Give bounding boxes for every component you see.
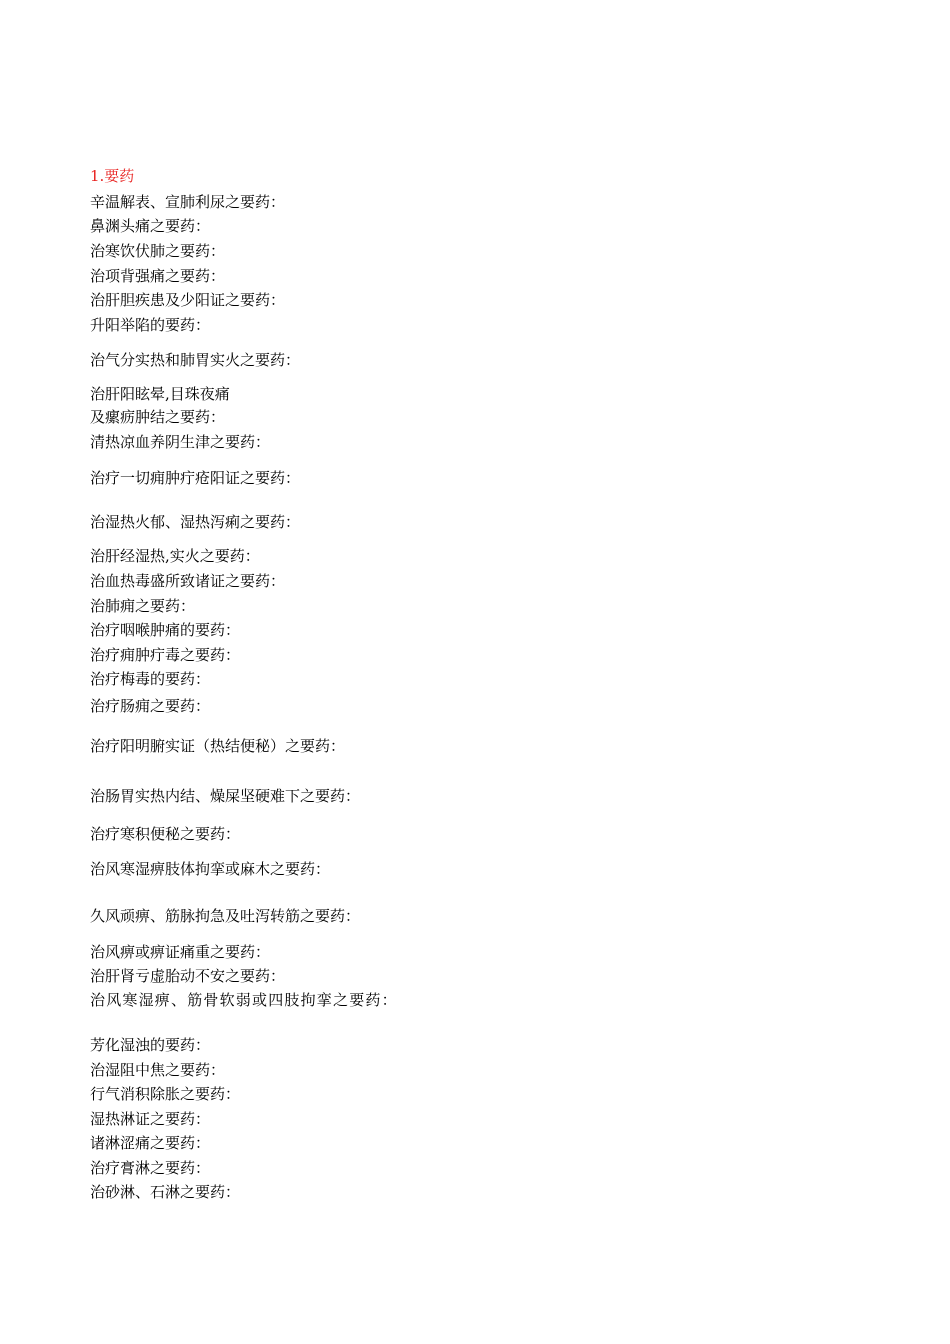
text-line: 清热凉血养阴生津之要药： (90, 433, 271, 451)
text-line: 治肝胆疾患及少阳证之要药： (90, 291, 286, 309)
text-line: 治肝肾亏虚胎动不安之要药： (90, 967, 286, 985)
text-line: 治肝经湿热,实火之要药： (90, 547, 260, 565)
text-line: 湿热淋证之要药： (90, 1110, 211, 1128)
text-line: 升阳举陷的要药： (90, 316, 211, 334)
text-line: 治肠胃实热内结、燥屎坚硬难下之要药： (90, 787, 361, 805)
text-line: 鼻渊头痛之要药： (90, 217, 211, 235)
text-line: 治风痹或痹证痛重之要药： (90, 943, 271, 961)
text-line: 诸淋涩痛之要药： (90, 1134, 211, 1152)
text-line: 及瘰疬肿结之要药： (90, 408, 226, 426)
text-line: 辛温解表、宣肺利尿之要药： (90, 193, 286, 211)
section-heading: 1.要药 (90, 167, 135, 185)
text-line: 治湿热火郁、湿热泻痢之要药： (90, 513, 301, 531)
text-line: 治疗寒积便秘之要药： (90, 825, 241, 843)
text-line: 芳化湿浊的要药： (90, 1036, 211, 1054)
text-line: 治疗痈肿疔毒之要药： (90, 646, 241, 664)
text-line: 治疗一切痈肿疔疮阳证之要药： (90, 469, 301, 487)
text-line: 治肝阳眩晕,目珠夜痛 (90, 385, 230, 403)
text-line: 治疗膏淋之要药： (90, 1159, 211, 1177)
text-line: 治疗梅毒的要药： (90, 670, 211, 688)
text-line: 行气消积除胀之要药： (90, 1085, 241, 1103)
text-line: 治寒饮伏肺之要药： (90, 242, 226, 260)
text-line-wrapped: 治风寒湿痹、筋骨软弱或四肢拘挛之要药： (90, 991, 398, 1009)
text-line: 治砂淋、石淋之要药： (90, 1183, 241, 1201)
text-line: 治疗肠痈之要药： (90, 697, 211, 715)
text-line: 治气分实热和肺胃实火之要药： (90, 351, 301, 369)
text-line: 治项背强痛之要药： (90, 267, 226, 285)
text-line: 久风顽痹、筋脉拘急及吐泻转筋之要药： (90, 907, 361, 925)
text-line: 治疗阳明腑实证（热结便秘）之要药： (90, 737, 346, 755)
text-line: 治疗咽喉肿痛的要药： (90, 621, 241, 639)
text-line: 治湿阻中焦之要药： (90, 1061, 226, 1079)
text-line: 治风寒湿痹肢体拘挛或麻木之要药： (90, 860, 331, 878)
text-line: 治血热毒盛所致诸证之要药： (90, 572, 286, 590)
text-line: 治肺痈之要药： (90, 597, 196, 615)
